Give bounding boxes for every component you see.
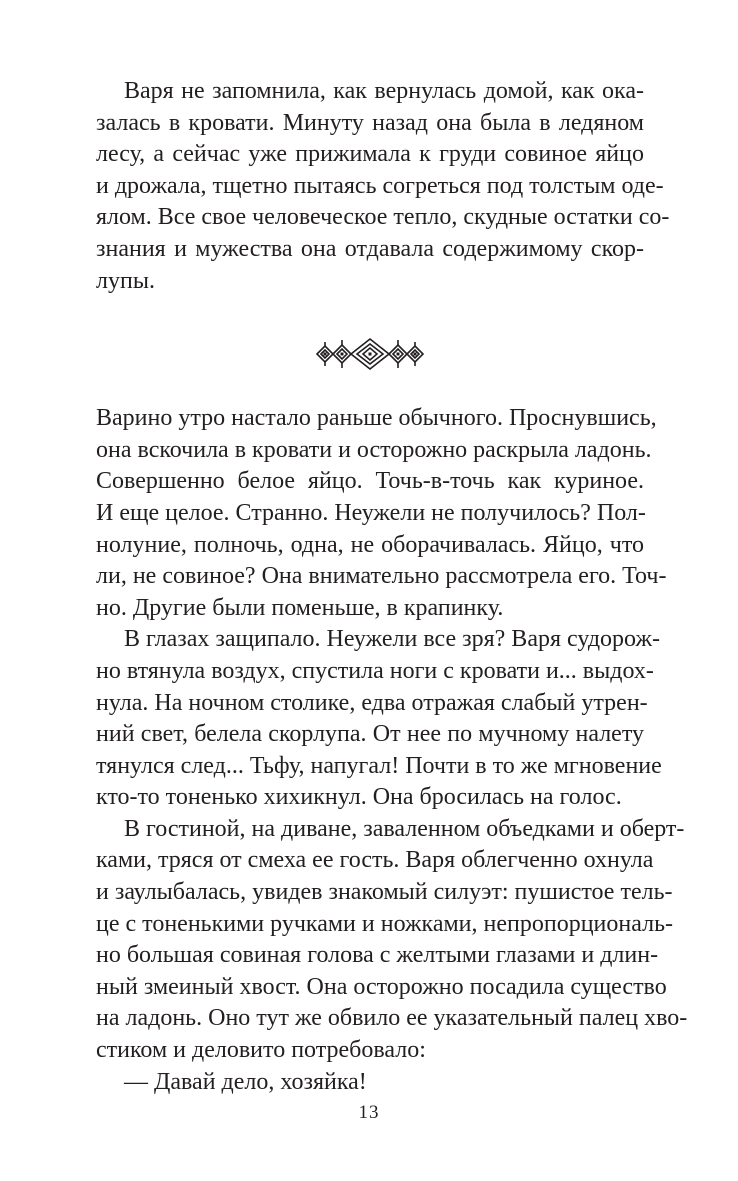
paragraph-2 xyxy=(96,403,667,624)
text-line: кто-то тоненько хихикнул. Она бросилась на голос. xyxy=(96,784,622,811)
paragraph-4 xyxy=(96,814,688,1067)
text-line: Совершенно белое яйцо. Точь-в-точь как куриное. xyxy=(96,468,644,495)
page-body xyxy=(96,76,688,1098)
text-line: на ладонь. Оно тут же обвило ее указательный палец хво- xyxy=(96,1005,688,1032)
text-line: лесу, а сейчас уже прижимала к груди совиное яйцо xyxy=(96,141,644,168)
text-line: залась в кровати. Минуту назад она была в ледяном xyxy=(96,109,644,136)
text-line: ли, не совиное? Она внимательно рассмотрела его. Точ- xyxy=(96,563,667,590)
text-line: но. Другие были поменьше, в крапинку. xyxy=(96,594,504,621)
text-line: ний свет, белела скорлупа. От нее по мучному налету xyxy=(96,721,644,748)
text-line: но большая совиная голова с желтыми глазами и длин- xyxy=(96,942,659,969)
text-line: В гостиной, на диване, заваленном объедками и оберт- xyxy=(124,815,685,842)
page-number: 13 xyxy=(358,1102,380,1123)
section-divider xyxy=(96,297,644,403)
text-line: стиком и деловито потребовало: xyxy=(96,1037,426,1064)
text-line: — Давай дело, хозяйка! xyxy=(124,1068,367,1095)
text-line: В глазах защипало. Неужели все зря? Варя судорож- xyxy=(124,626,661,653)
text-line: И еще целое. Странно. Неужели не получилось? Пол- xyxy=(96,499,646,526)
text-line: нолуние, полночь, одна, не оборачивалась. Яйцо, что xyxy=(96,531,644,558)
text-line: но втянула воздух, спустила ноги с кровати и... выдох- xyxy=(96,657,654,684)
text-line: нула. На ночном столике, едва отражая слабый утрен- xyxy=(96,689,648,716)
text-line: лупы. xyxy=(96,267,155,294)
text-line: знания и мужества она отдавала содержимому скор- xyxy=(96,235,644,262)
text-line: Варино утро настало раньше обычного. Проснувшись, xyxy=(96,405,657,432)
text-line: тянулся след... Тьфу, напугал! Почти в то же мгновение xyxy=(96,752,662,779)
text-line: она вскочила в кровати и осторожно раскрыла ладонь. xyxy=(96,436,652,463)
paragraph-5 xyxy=(96,1067,644,1099)
text-line: це с тоненькими ручками и ножками, непропорциональ- xyxy=(96,910,674,937)
ornament-icon xyxy=(315,337,425,371)
paragraph-1 xyxy=(96,76,670,297)
text-line: и дрожала, тщетно пытаясь согреться под толстым оде- xyxy=(96,172,664,199)
paragraph-3 xyxy=(96,624,662,814)
text-line: ный змеиный хвост. Она осторожно посадила существо xyxy=(96,973,667,1000)
text-line: ками, тряся от смеха ее гость. Варя облегченно охнула xyxy=(96,847,654,874)
text-line: ялом. Все свое человеческое тепло, скудные остатки со- xyxy=(96,204,670,231)
text-line: и заулыбалась, увидев знакомый силуэт: пушистое тель- xyxy=(96,879,673,906)
text-line: Варя не запомнила, как вернулась домой, как ока- xyxy=(124,78,644,104)
